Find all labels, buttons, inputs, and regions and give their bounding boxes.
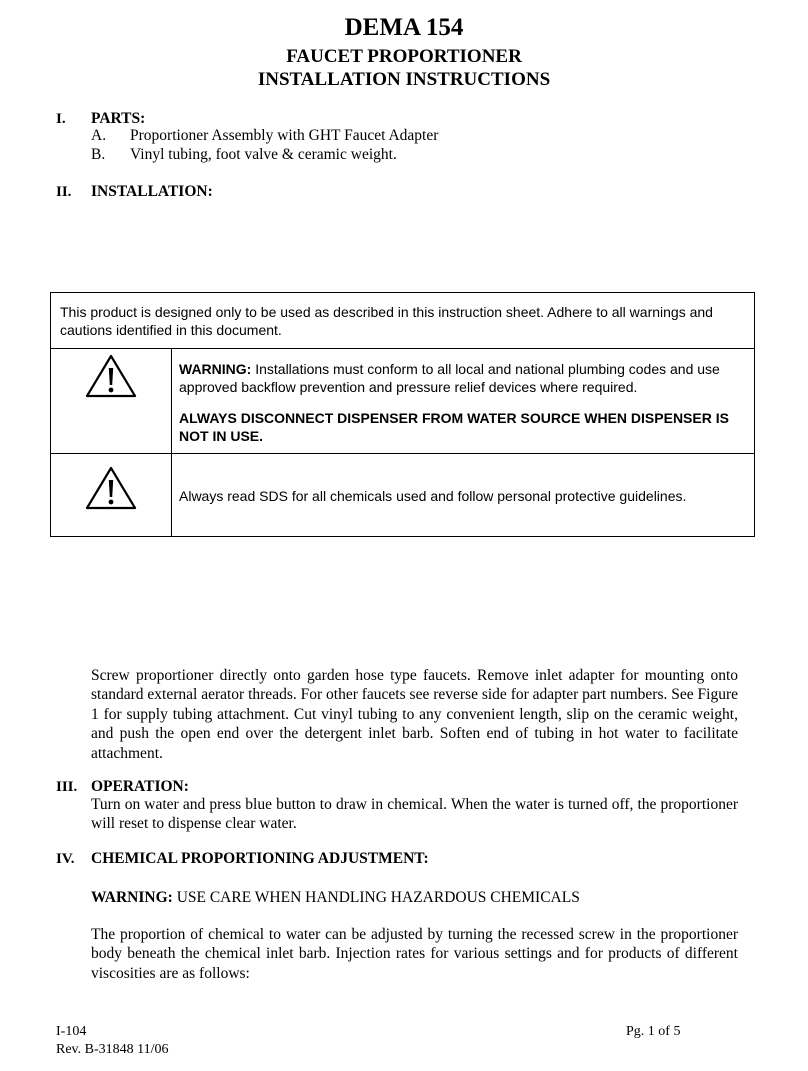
footer-doc-id: I-104 xyxy=(56,1024,87,1039)
section-heading-operation: OPERATION: xyxy=(91,778,189,795)
box-divider xyxy=(51,348,754,349)
safety-intro-text: This product is designed only to be used as described in this instruction sheet. Adhere to all warnings and cautions identified in this document. xyxy=(60,304,713,338)
warning-label: WARNING: xyxy=(179,361,252,377)
chemical-warning xyxy=(91,888,580,907)
footer-page-number: Pg. 1 of 5 xyxy=(626,1024,681,1039)
warning-triangle-icon xyxy=(84,465,138,511)
adjustment-paragraph: The proportion of chemical to water can be adjusted by turning the recessed screw in the proportioner body beneath the chemical inlet barb. Injection rates for various settings and for products of different viscosities are as follows: xyxy=(91,926,738,982)
chemical-warning-label: WARNING: xyxy=(91,889,173,906)
page-subtitle-2: INSTALLATION INSTRUCTIONS xyxy=(257,69,551,90)
section-heading-installation: INSTALLATION: xyxy=(91,183,213,200)
section-heading-adjustment: CHEMICAL PROPORTIONING ADJUSTMENT: xyxy=(91,850,429,867)
section-numeral-parts: I. xyxy=(56,111,66,127)
section-numeral-installation: II. xyxy=(56,184,72,200)
page-subtitle: FAUCET PROPORTIONER xyxy=(286,46,522,67)
parts-item-text-b: Vinyl tubing, foot valve & ceramic weight. xyxy=(130,146,397,163)
footer-revision: Rev. B-31848 11/06 xyxy=(56,1042,169,1057)
box-divider xyxy=(51,453,754,454)
operation-paragraph: Turn on water and press blue button to draw in chemical. When the water is turned off, the proportioner will reset to dispense clear water. xyxy=(91,796,738,833)
page-title: DEMA 154 xyxy=(344,14,464,41)
parts-item-letter-b: B. xyxy=(91,146,106,163)
box-column-divider xyxy=(171,348,172,536)
warning-triangle-icon xyxy=(84,353,138,399)
disconnect-warning-text: ALWAYS DISCONNECT DISPENSER FROM WATER SOURCE WHEN DISPENSER IS NOT IN USE. xyxy=(179,410,729,444)
section-numeral-operation: III. xyxy=(56,779,78,795)
installation-paragraph: Screw proportioner directly onto garden hose type faucets. Remove inlet adapter for mounting onto standard external aerator threads. For other faucets see reverse side for adapter part numbers. See Figure 1 for supply tubing attachment. Cut vinyl tubing to any convenient length, slip on the ceramic weight, and push the open end over the detergent inlet barb. Soften end of tubing in hot water to facilitate attachment. xyxy=(91,667,738,762)
warning-body: Installations must conform to all local and national plumbing codes and use approved backflow prevention and pressure relief devices where required. xyxy=(179,361,720,395)
section-numeral-adjustment: IV. xyxy=(56,851,75,867)
section-heading-parts: PARTS: xyxy=(91,110,146,127)
sds-guideline-text: Always read SDS for all chemicals used and follow personal protective guidelines. xyxy=(179,488,687,504)
parts-item-letter-a: A. xyxy=(91,127,107,144)
safety-warning-box xyxy=(50,292,755,537)
warning-text xyxy=(179,360,744,396)
parts-item-text-a: Proportioner Assembly with GHT Faucet Adapter xyxy=(130,127,439,144)
chemical-warning-text: USE CARE WHEN HANDLING HAZARDOUS CHEMICALS xyxy=(172,889,580,906)
